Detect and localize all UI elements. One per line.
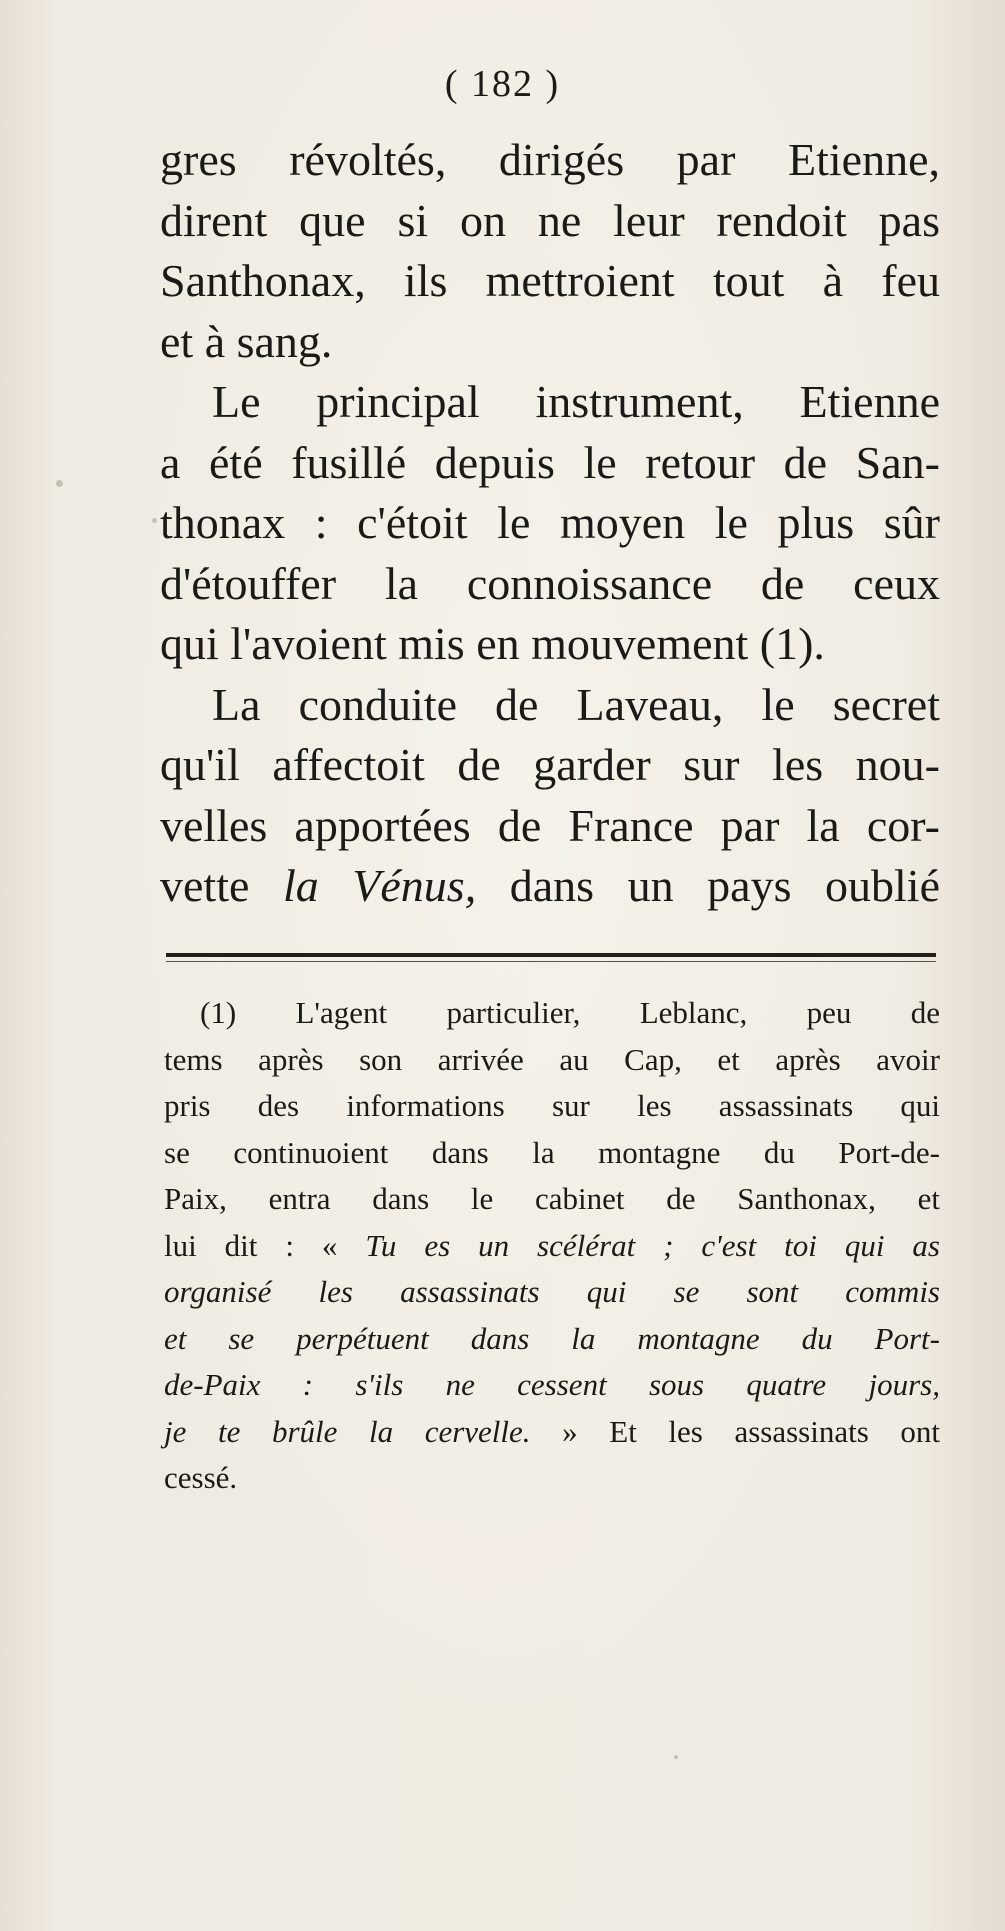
footnote-line: pris des informations sur les assassinats qui (164, 1088, 940, 1123)
footnote-divider-thin (166, 961, 936, 962)
text-line: d'étouffer la connoissance de ceux (160, 557, 940, 609)
text-line: a été fusillé depuis le retour de San- (160, 436, 940, 488)
paragraph-start: Le principal instrument, Etienne (212, 376, 940, 427)
text-fragment: vette (160, 860, 283, 911)
text-line: et à sang. (160, 315, 333, 367)
text-line: dirent que si on ne leur rendoit pas (160, 194, 940, 246)
text-line: qu'il affectoit de garder sur les nou- (160, 739, 940, 790)
page-number: ( 182 ) (444, 63, 561, 105)
footnote-line (164, 1409, 940, 1456)
text-fragment: » Et les assassinats ont (530, 1413, 940, 1449)
footnote-line (164, 1269, 940, 1316)
footnote-divider (166, 953, 936, 957)
text-line (160, 856, 940, 917)
text-line: gres révoltés, dirigés par Etienne, (160, 134, 940, 185)
footnote-line: cessé. (164, 1460, 238, 1495)
italic-quote: de-Paix : s'ils ne cessent sous quatre jours, (164, 1367, 940, 1402)
main-text (160, 130, 940, 917)
footnote-line: (1) L'agent particulier, Leblanc, peu de (200, 995, 940, 1030)
text-fragment: dans un pays oublié (476, 860, 940, 911)
italic-ship-name: la Vénus, (282, 860, 477, 911)
paragraph-start: La conduite de Laveau, le secret (212, 678, 940, 730)
footnote-line (164, 1316, 940, 1363)
italic-quote: Tu es un scélérat ; c'est toi qui as (365, 1227, 940, 1263)
ink-spot (56, 480, 63, 487)
text-line: thonax : c'étoit le moyen le plus sûr (160, 497, 940, 548)
ink-spot (674, 1755, 678, 1759)
italic-quote: organisé les assassinats qui se sont commis (164, 1274, 940, 1309)
ink-spot (152, 518, 157, 523)
footnote-line (164, 1223, 940, 1270)
text-line: Santhonax, ils mettroient tout à feu (160, 255, 940, 306)
footnote (164, 990, 940, 1502)
italic-quote: et se perpétuent dans la montagne du Port- (164, 1320, 940, 1356)
italic-quote: je te brûle la cervelle. (164, 1413, 531, 1449)
text-line: qui l'avoient mis en mouvement (1). (160, 618, 825, 669)
text-fragment: lui dit : « (164, 1227, 366, 1263)
footnote-line: Paix, entra dans le cabinet de Santhonax, et (164, 1181, 940, 1216)
footnote-line: tems après son arrivée au Cap, et après avoir (164, 1041, 940, 1077)
text-line: velles apportées de France par la cor- (160, 799, 940, 851)
footnote-line (164, 1362, 940, 1409)
footnote-line: se continuoient dans la montagne du Port-de- (164, 1134, 940, 1170)
